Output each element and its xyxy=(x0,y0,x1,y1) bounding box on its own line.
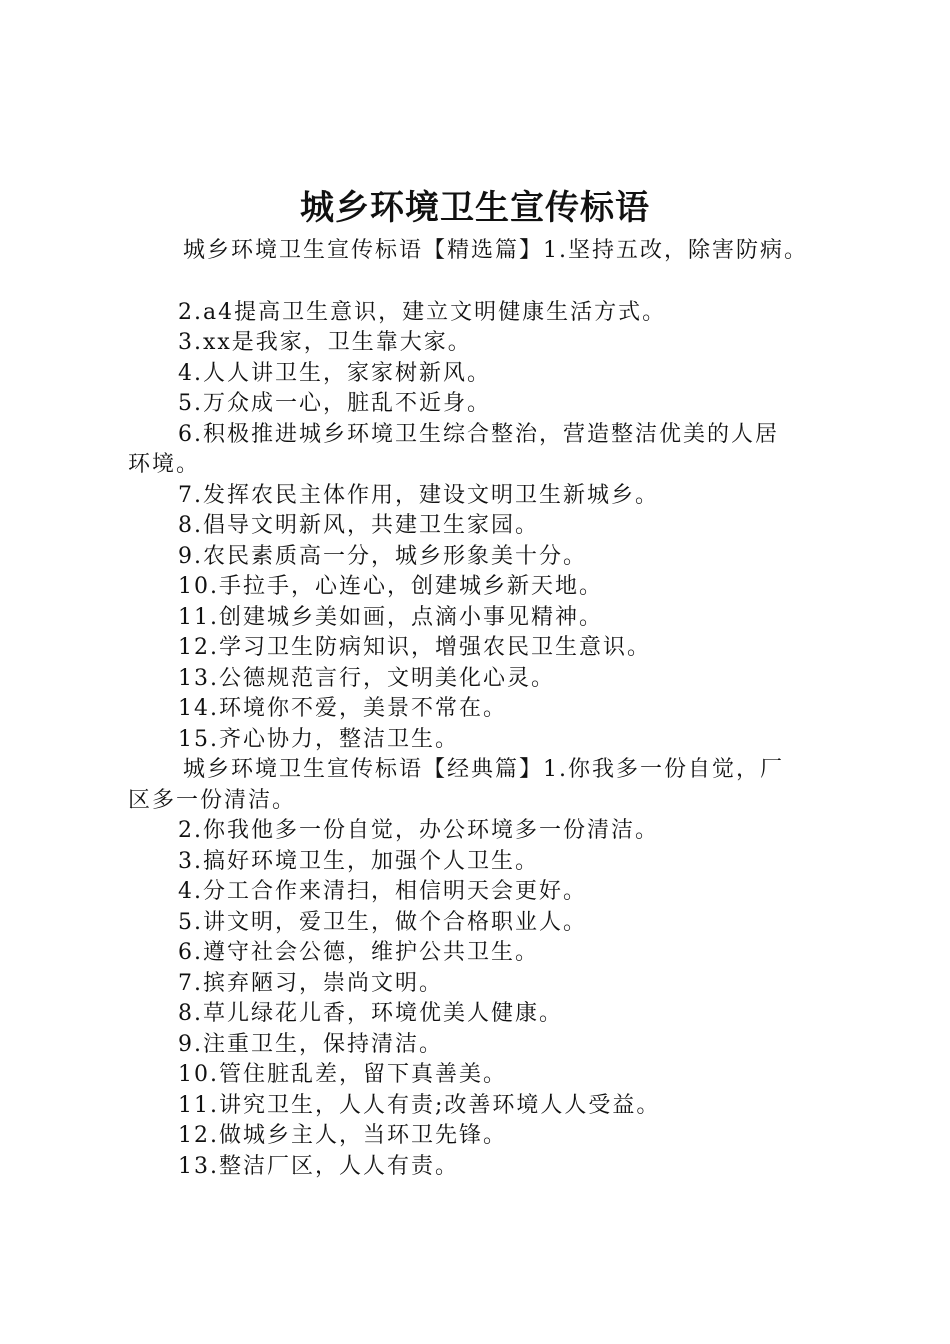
paragraph-line: 8.倡导文明新风，共建卫生家园。 xyxy=(178,513,539,538)
paragraph-line: 15.齐心协力，整洁卫生。 xyxy=(178,726,459,752)
paragraph-line: 城乡环境卫生宣传标语【经典篇】1.你我多一份自觉，厂 xyxy=(183,757,784,782)
paragraph-line: 13.整洁厂区，人人有责。 xyxy=(178,1153,459,1179)
paragraph-line: 13.公德规范言行，文明美化心灵。 xyxy=(178,665,555,691)
paragraph-line: 8.草儿绿花儿香，环境优美人健康。 xyxy=(178,1001,563,1026)
paragraph-line: 11.创建城乡美如画，点滴小事见精神。 xyxy=(178,604,603,630)
document-body xyxy=(128,236,840,1182)
document-title: 城乡环境卫生宣传标语 xyxy=(300,188,650,228)
paragraph-line: 9.农民素质高一分，城乡形象美十分。 xyxy=(178,543,587,569)
paragraph-line: 10.手拉手，心连心，创建城乡新天地。 xyxy=(178,574,603,599)
paragraph-line: 12.做城乡主人，当环卫先锋。 xyxy=(178,1123,507,1148)
paragraph-line: 10.管住脏乱差，留下真善美。 xyxy=(178,1062,507,1087)
paragraph-line: 11.讲究卫生，人人有责;改善环境人人受益。 xyxy=(178,1092,661,1118)
paragraph-line: 3.搞好环境卫生，加强个人卫生。 xyxy=(178,848,539,874)
blank-line xyxy=(128,267,840,298)
paragraph-line: 4.分工合作来清扫，相信明天会更好。 xyxy=(178,879,587,904)
paragraph-line: 7.发挥农民主体作用，建设文明卫生新城乡。 xyxy=(178,482,659,508)
paragraph-line: 城乡环境卫生宣传标语【精选篇】1.坚持五改，除害防病。 xyxy=(183,238,808,263)
paragraph-line: 7.摈弃陋习，崇尚文明。 xyxy=(178,970,443,996)
paragraph-line: 9.注重卫生，保持清洁。 xyxy=(178,1031,443,1057)
paragraph-line: 12.学习卫生防病知识，增强农民卫生意识。 xyxy=(178,635,651,660)
paragraph-line: 环境。 xyxy=(128,452,201,477)
paragraph-line: 6.积极推进城乡环境卫生综合整治，营造整洁优美的人居 xyxy=(178,421,779,447)
paragraph-line: 4.人人讲卫生，家家树新风。 xyxy=(178,360,491,386)
paragraph-line: 2.你我他多一份自觉，办公环境多一份清洁。 xyxy=(178,818,659,843)
paragraph-line: 14.环境你不爱，美景不常在。 xyxy=(178,696,507,721)
paragraph-line: 3.xx是我家，卫生靠大家。 xyxy=(178,330,472,355)
paragraph-line: 5.万众成一心，脏乱不近身。 xyxy=(178,391,491,416)
paragraph-line: 5.讲文明，爱卫生，做个合格职业人。 xyxy=(178,909,587,935)
paragraph-line: 6.遵守社会公德，维护公共卫生。 xyxy=(178,940,539,965)
paragraph-line: 2.a4提高卫生意识，建立文明健康生活方式。 xyxy=(178,299,667,325)
paragraph-line: 区多一份清洁。 xyxy=(128,787,297,813)
